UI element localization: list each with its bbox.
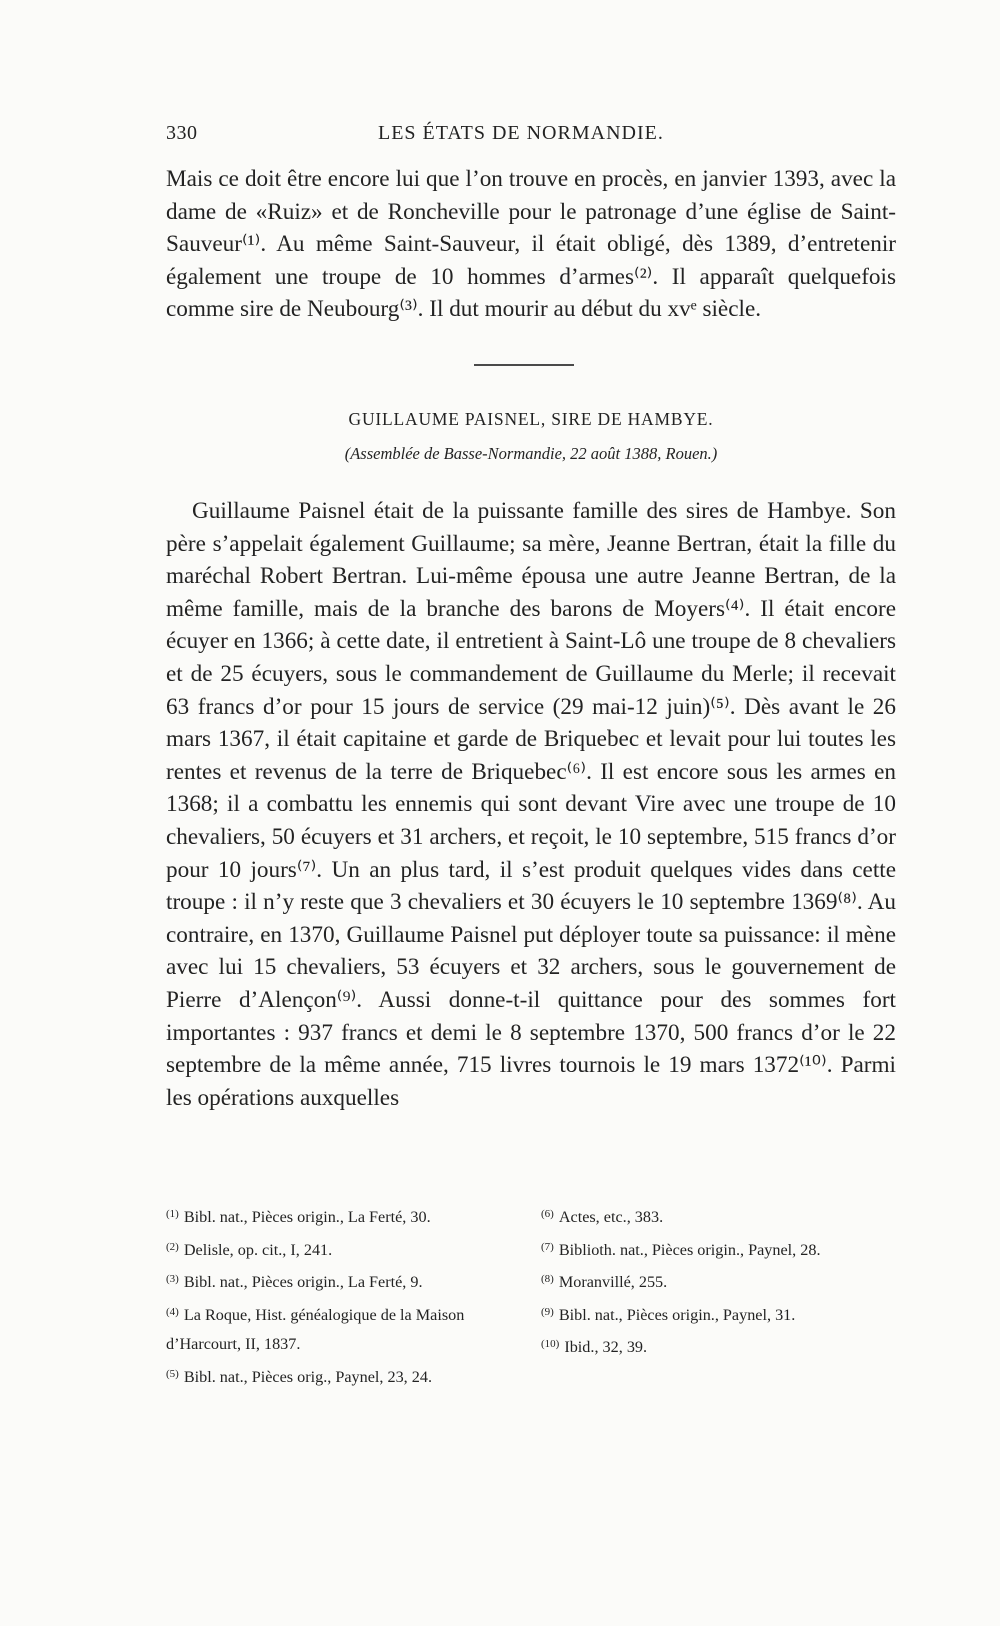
footnote-text: Bibl. nat., Pièces origin., La Ferté, 9.	[183, 1273, 423, 1291]
intro-paragraph	[166, 163, 896, 326]
footnote	[166, 1233, 521, 1266]
footnote-number: (6)	[541, 1208, 554, 1220]
footnote-number: (3)	[166, 1273, 179, 1285]
footnote-text: Delisle, op. cit., I, 241.	[183, 1240, 333, 1259]
intro-paragraph-text: Mais ce doit être encore lui que l’on trouve en procès, en janvier 1393, avec la dame de «Ruiz» et de Roncheville pour le patronage d’une église de Saint-Sauveur⁽¹⁾. Au même Saint-Sauveur, il était obligé, dès 1389, d’entretenir également une troupe de 10 hommes d’armes⁽²⁾. Il apparaît quelquefois comme sire de Neubourg⁽³⁾. Il dut mourir au début du xvᵉ siècle.	[166, 166, 896, 323]
footnotes-right-column	[541, 1200, 896, 1363]
footnote-number: (10)	[541, 1338, 560, 1350]
footnote	[541, 1298, 896, 1331]
section-title: GUILLAUME PAISNEL, SIRE DE HAMBYE.	[348, 409, 714, 429]
footnote-number: (7)	[541, 1240, 554, 1253]
footnote	[541, 1265, 896, 1298]
running-title: LES ÉTATS DE NORMANDIE.	[378, 122, 664, 144]
footnotes-left-column	[166, 1200, 521, 1392]
footnote-text: Actes, etc., 383.	[558, 1208, 664, 1226]
footnote-text: Bibl. nat., Pièces origin., La Ferté, 30.	[183, 1208, 431, 1226]
footnote-number: (9)	[541, 1305, 554, 1318]
footnote	[166, 1265, 521, 1298]
footnote-text: Moranvillé, 255.	[558, 1273, 668, 1291]
footnote-number: (4)	[166, 1305, 179, 1318]
footnote-text: Bibl. nat., Pièces origin., Paynel, 31.	[558, 1305, 796, 1324]
section-divider	[474, 364, 574, 366]
section-subtitle: (Assemblée de Basse-Normandie, 22 août 1388, Rouen.)	[344, 444, 718, 463]
running-head	[166, 122, 896, 152]
footnote	[541, 1200, 896, 1233]
footnote-number: (1)	[166, 1208, 179, 1220]
footnote	[541, 1233, 896, 1266]
footnote-text: Biblioth. nat., Pièces origin., Paynel, 28.	[558, 1240, 821, 1259]
main-paragraph	[166, 495, 896, 1114]
page-number: 330	[166, 122, 198, 144]
footnote	[166, 1360, 521, 1393]
footnote	[166, 1200, 521, 1233]
main-paragraph-text: Guillaume Paisnel était de la puissante famille des sires de Hambye. Son père s’appelait également Guillaume; sa mère, Jeanne Bertran, était la fille du maréchal Robert Bertran. Lui-même épousa une autre Jeanne Bertran, de la même famille, mais de la branche des barons de Moyers⁽⁴⁾. Il était encore écuyer en 1366; à cette date, il entretient à Saint-Lô une troupe de 8 chevaliers et de 25 écuyers, sous le commandement de Guillaume du Merle; il recevait 63 francs d’or pour 15 jours de service (29 mai-12 juin)⁽⁵⁾. Dès avant le 26 mars 1367, il était capitaine et garde de Briquebec et levait pour lui toutes les rentes et revenus de la terre de Briquebec⁽⁶⁾. Il est encore sous les armes en 1368; il a combattu les ennemis qui sont devant Vire avec une troupe de 10 chevaliers, 50 écuyers et 31 archers, et reçoit, le 10 septembre, 515 francs d’or pour 10 jours⁽⁷⁾. Un an plus tard, il s’est produit quelques vides dans cette troupe : il n’y reste que 3 chevaliers et 30 écuyers le 10 septembre 1369⁽⁸⁾. Au contraire, en 1370, Guillaume Paisnel put déployer toute sa puissance: il mène avec lui 15 chevaliers, 53 écuyers et 32 archers, sous le gouvernement de Pierre d’Alençon⁽⁹⁾. Aussi donne-t-il quittance pour des sommes fort importantes : 937 francs et demi le 8 septembre 1370, 500 francs d’or le 22 septembre de la même année, 715 livres tournois le 19 mars 1372⁽¹⁰⁾. Parmi les opérations auxquelles	[166, 498, 896, 1111]
footnote-text: Bibl. nat., Pièces orig., Paynel, 23, 24.	[183, 1367, 433, 1386]
footnote-number: (8)	[541, 1273, 554, 1285]
footnote	[541, 1330, 896, 1363]
footnote-number: (5)	[166, 1367, 179, 1380]
footnote-text: La Roque, Hist. généalogique de la Maison d’Harcourt, II, 1837.	[166, 1305, 465, 1353]
footnote-number: (2)	[166, 1240, 179, 1253]
footnote	[166, 1298, 521, 1360]
footnote-text: Ibid., 32, 39.	[564, 1338, 648, 1356]
